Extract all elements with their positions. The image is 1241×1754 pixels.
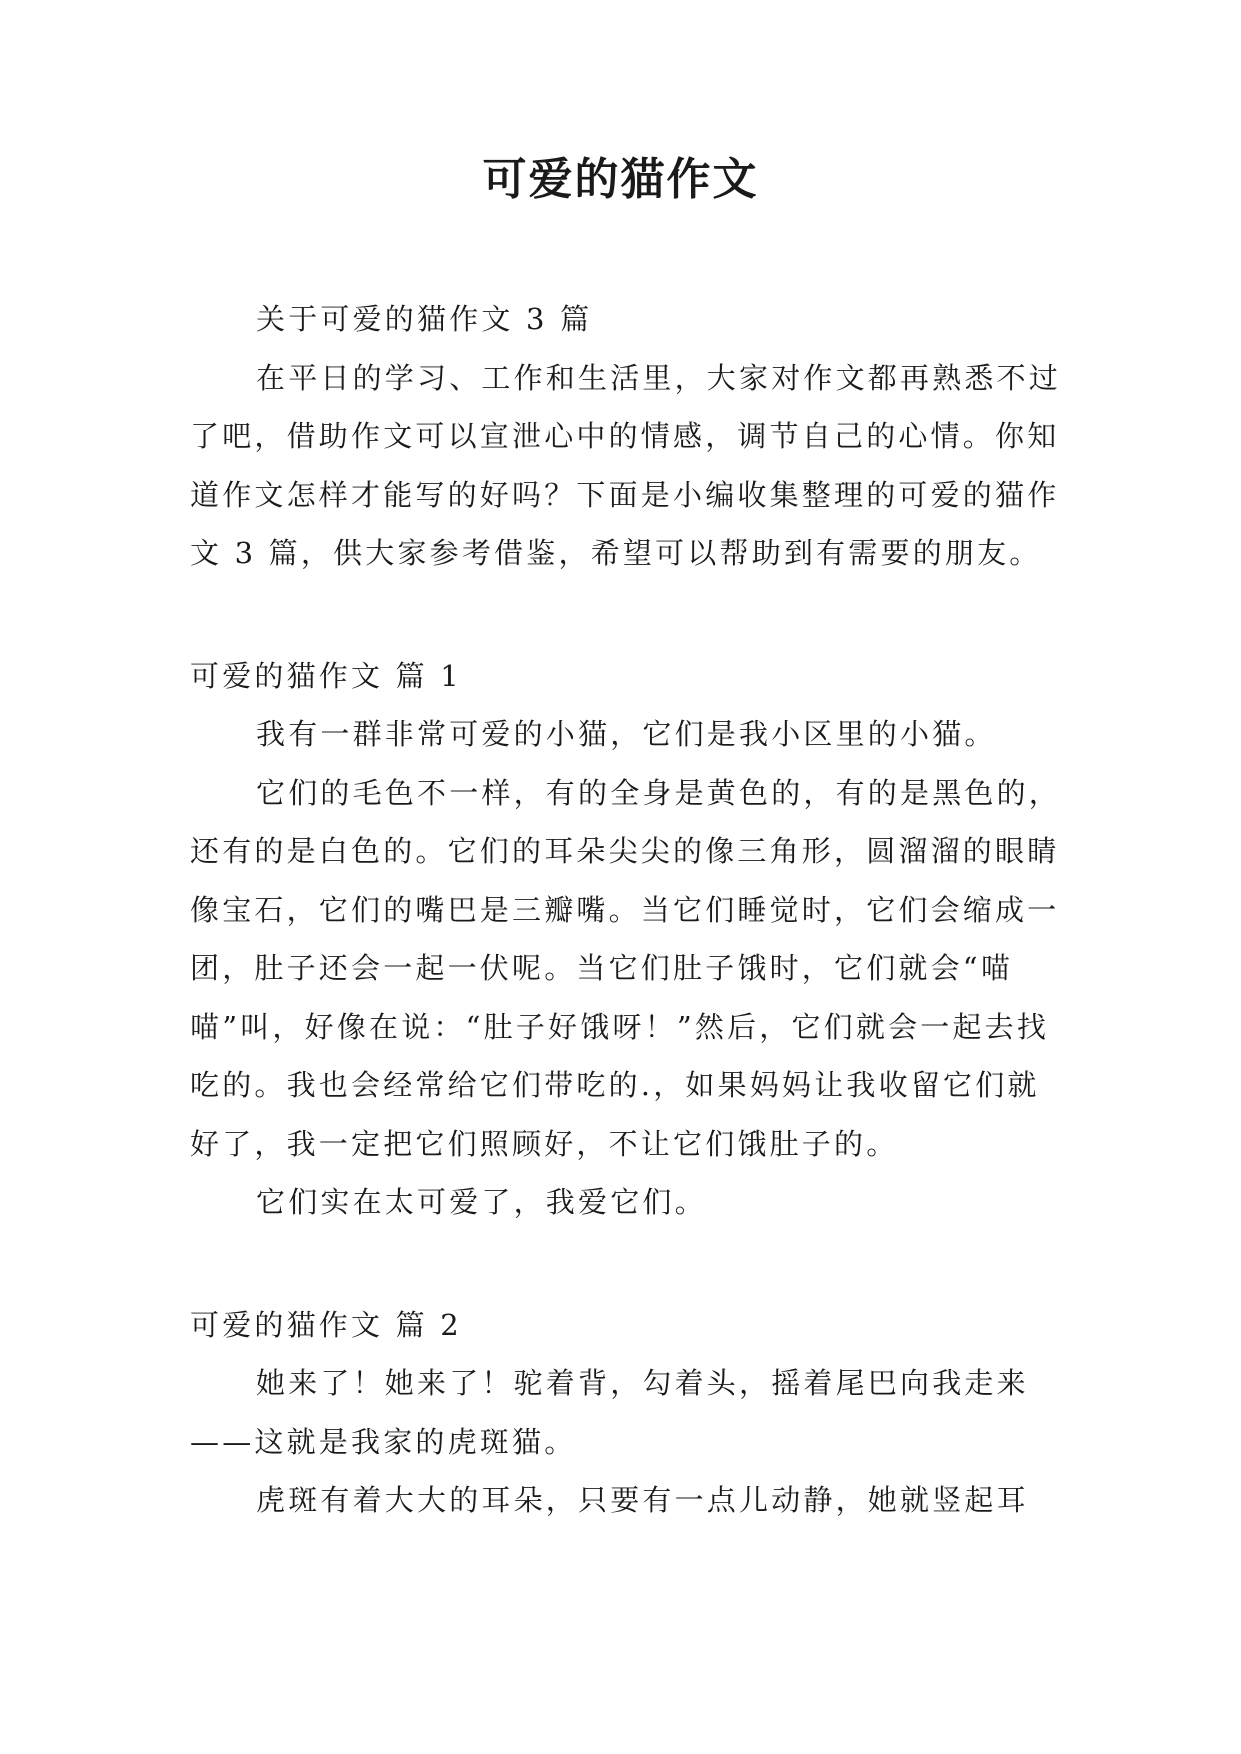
section-2-paragraph-2: 虎斑有着大大的耳朵，只要有一点儿动静，她就竖起耳 bbox=[256, 1483, 1029, 1517]
section-1-paragraph-2: 它们的毛色不一样，有的全身是黄色的，有的是黑色的，还有的是白色的。它们的耳朵尖尖的像三角形，圆溜溜的眼睛像宝石，它们的嘴巴是三瓣嘴。当它们睡觉时，它们会缩成一团，肚子还会一起一伏呢。当它们肚子饿时，它们就会“喵喵”叫，好像在说：“肚子好饿呀！”然后，它们就会一起去找吃的。我也会经常给它们带吃的.，如果妈妈让我收留它们就好了，我一定把它们照顾好，不让它们饿肚子的。 bbox=[190, 775, 1062, 1161]
intro-paragraph: 在平日的学习、工作和生活里，大家对作文都再熟悉不过了吧，借助作文可以宣泄心中的情感，调节自己的心情。你知道作文怎样才能写的好吗？下面是小编收集整理的可爱的猫作文 3 篇，供大家参考借鉴，希望可以帮助到有需要的朋友。 bbox=[190, 360, 1062, 570]
section-gap bbox=[190, 583, 1070, 647]
document-body bbox=[190, 290, 1070, 1530]
section-heading-2: 可爱的猫作文 篇 2 bbox=[190, 1307, 462, 1342]
section-2-paragraph-1: 她来了！她来了！驼着背，勾着头，摇着尾巴向我走来——这就是我家的虎斑猫。 bbox=[190, 1366, 1029, 1459]
section-1-paragraph-3: 它们实在太可爱了，我爱它们。 bbox=[256, 1185, 707, 1219]
section-gap bbox=[190, 1232, 1070, 1296]
section-1-paragraph-1: 我有一群非常可爱的小猫，它们是我小区里的小猫。 bbox=[256, 717, 997, 751]
document-title: 可爱的猫作文 bbox=[482, 154, 759, 205]
intro-subtitle: 关于可爱的猫作文 3 篇 bbox=[256, 302, 593, 336]
section-heading-1: 可爱的猫作文 篇 1 bbox=[190, 658, 462, 693]
